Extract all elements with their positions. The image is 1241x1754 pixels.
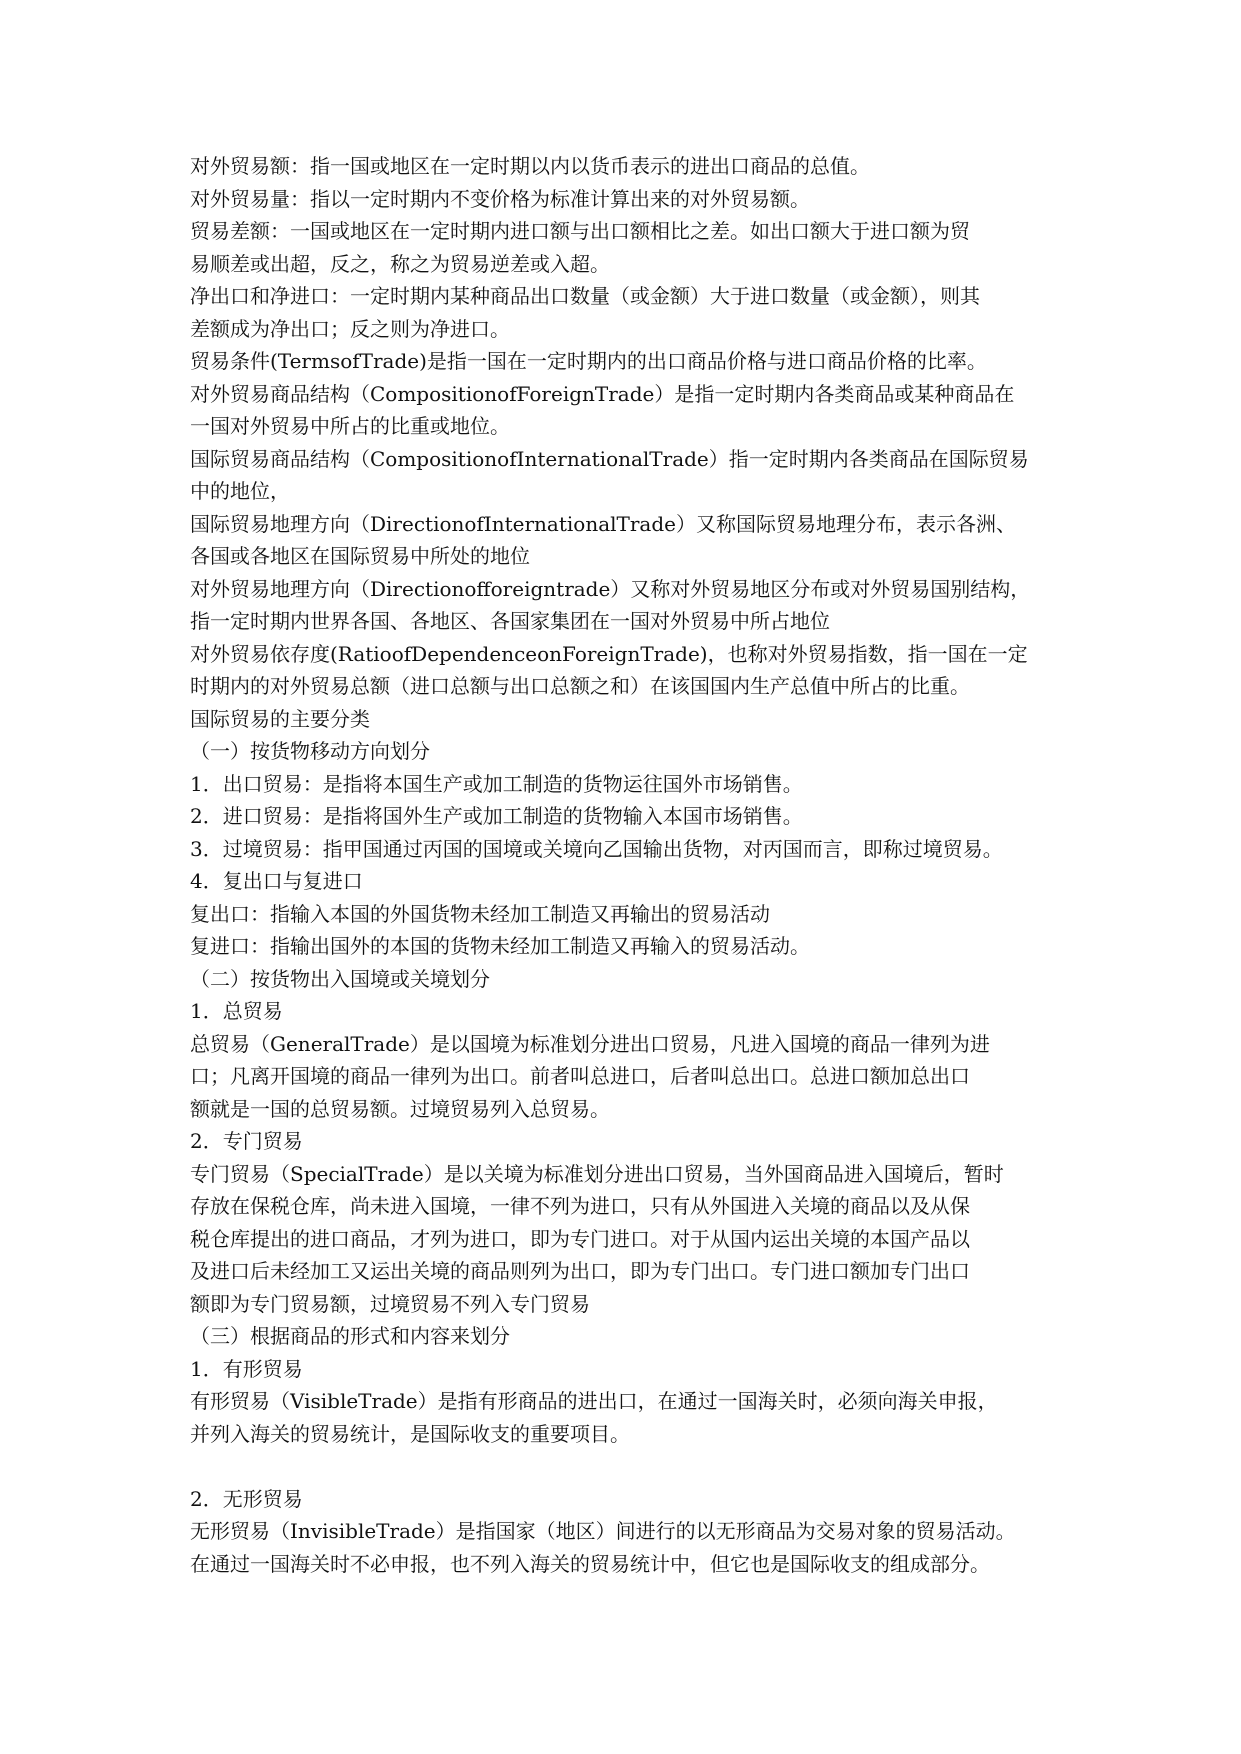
text-line: 中的地位， <box>190 479 290 503</box>
text-line: 易顺差或出超，反之，称之为贸易逆差或入超。 <box>190 251 610 276</box>
text-line: 贸易差额：一国或地区在一定时期内进口额与出口额相比之差。如出口额大于进口额为贸 <box>190 219 970 243</box>
list-item: 1．总贸易 <box>190 999 283 1023</box>
text-line: 专门贸易（SpecialTrade）是以关境为标准划分进出口贸易，当外国商品进入国境后，暂时 <box>190 1161 1004 1186</box>
text-line: 对外贸易地理方向（Directionofforeigntrade）又称对外贸易地区分布或对外贸易国别结构， <box>190 576 1031 601</box>
text-line: 指一定时期内世界各国、各地区、各国家集团在一国对外贸易中所占地位 <box>190 609 830 633</box>
text-line: 并列入海关的贸易统计，是国际收支的重要项目。 <box>190 1421 630 1446</box>
document-page <box>190 150 1070 1580</box>
text-line: 额即为专门贸易额，过境贸易不列入专门贸易 <box>190 1291 590 1316</box>
subsection-heading: （三）根据商品的形式和内容来划分 <box>190 1324 510 1348</box>
text-line: 总贸易（GeneralTrade）是以国境为标准划分进出口贸易，凡进入国境的商品一律列为进 <box>190 1031 990 1056</box>
text-line: 税仓库提出的进口商品，才列为进口，即为专门进口。对于从国内运出关境的本国产品以 <box>190 1226 970 1251</box>
text-line: 复出口：指输入本国的外国货物未经加工制造又再输出的贸易活动 <box>190 901 770 926</box>
text-line: 对外贸易依存度(RatioofDependenceonForeignTrade)，也称对外贸易指数，指一国在一定 <box>190 641 1028 666</box>
text-line: 及进口后未经加工又运出关境的商品则列为出口，即为专门出口。专门进口额加专门出口 <box>190 1259 970 1283</box>
text-line: 差额成为净出口；反之则为净进口。 <box>190 316 510 341</box>
list-item: 1．出口贸易：是指将本国生产或加工制造的货物运往国外市场销售。 <box>190 771 803 796</box>
text-line: 对外贸易额：指一国或地区在一定时期以内以货币表示的进出口商品的总值。 <box>190 154 870 178</box>
text-line: 国际贸易地理方向（DirectionofInternationalTrade）又称国际贸易地理分布，表示各洲、 <box>190 511 1016 536</box>
section-heading: 国际贸易的主要分类 <box>190 706 370 731</box>
text-line: 净出口和净进口：一定时期内某种商品出口数量（或金额）大于进口数量（或金额），则其 <box>190 284 980 308</box>
text-line: 国际贸易商品结构（CompositionofInternationalTrade）指一定时期内各类商品在国际贸易 <box>190 446 1029 471</box>
text-line: 在通过一国海关时不必申报，也不列入海关的贸易统计中，但它也是国际收支的组成部分。 <box>190 1551 990 1576</box>
text-line: 时期内的对外贸易总额（进口总额与出口总额之和）在该国国内生产总值中所占的比重。 <box>190 674 970 698</box>
blank-line <box>190 1450 1070 1483</box>
list-item: 2．进口贸易：是指将国外生产或加工制造的货物输入本国市场销售。 <box>190 804 803 828</box>
text-line: 对外贸易量：指以一定时期内不变价格为标准计算出来的对外贸易额。 <box>190 186 810 211</box>
text-line: 有形贸易（VisibleTrade）是指有形商品的进出口，在通过一国海关时，必须向海关申报， <box>190 1389 998 1413</box>
list-item: 2．无形贸易 <box>190 1486 303 1511</box>
subsection-heading: （一）按货物移动方向划分 <box>190 739 430 763</box>
text-line: 额就是一国的总贸易额。过境贸易列入总贸易。 <box>190 1096 610 1121</box>
list-item: 4．复出口与复进口 <box>190 869 363 893</box>
subsection-heading: （二）按货物出入国境或关境划分 <box>190 966 490 991</box>
text-line: 各国或各地区在国际贸易中所处的地位 <box>190 544 530 568</box>
text-line: 贸易条件(TermsofTrade)是指一国在一定时期内的出口商品价格与进口商品价格的比率。 <box>190 349 987 373</box>
text-line: 复进口：指输出国外的本国的货物未经加工制造又再输入的贸易活动。 <box>190 934 810 958</box>
text-line: 一国对外贸易中所占的比重或地位。 <box>190 414 510 438</box>
text-line: 存放在保税仓库，尚未进入国境，一律不列为进口，只有从外国进入关境的商品以及从保 <box>190 1194 970 1218</box>
text-line: 无形贸易（InvisibleTrade）是指国家（地区）间进行的以无形商品为交易对象的贸易活动。 <box>190 1519 1016 1543</box>
text-line: 口；凡离开国境的商品一律列为出口。前者叫总进口，后者叫总出口。总进口额加总出口 <box>190 1064 970 1088</box>
list-item: 2．专门贸易 <box>190 1129 303 1153</box>
list-item: 3．过境贸易：指甲国通过丙国的国境或关境向乙国输出货物，对丙国而言，即称过境贸易。 <box>190 836 1003 861</box>
list-item: 1．有形贸易 <box>190 1356 303 1381</box>
text-line: 对外贸易商品结构（CompositionofForeignTrade）是指一定时期内各类商品或某种商品在 <box>190 381 1015 406</box>
